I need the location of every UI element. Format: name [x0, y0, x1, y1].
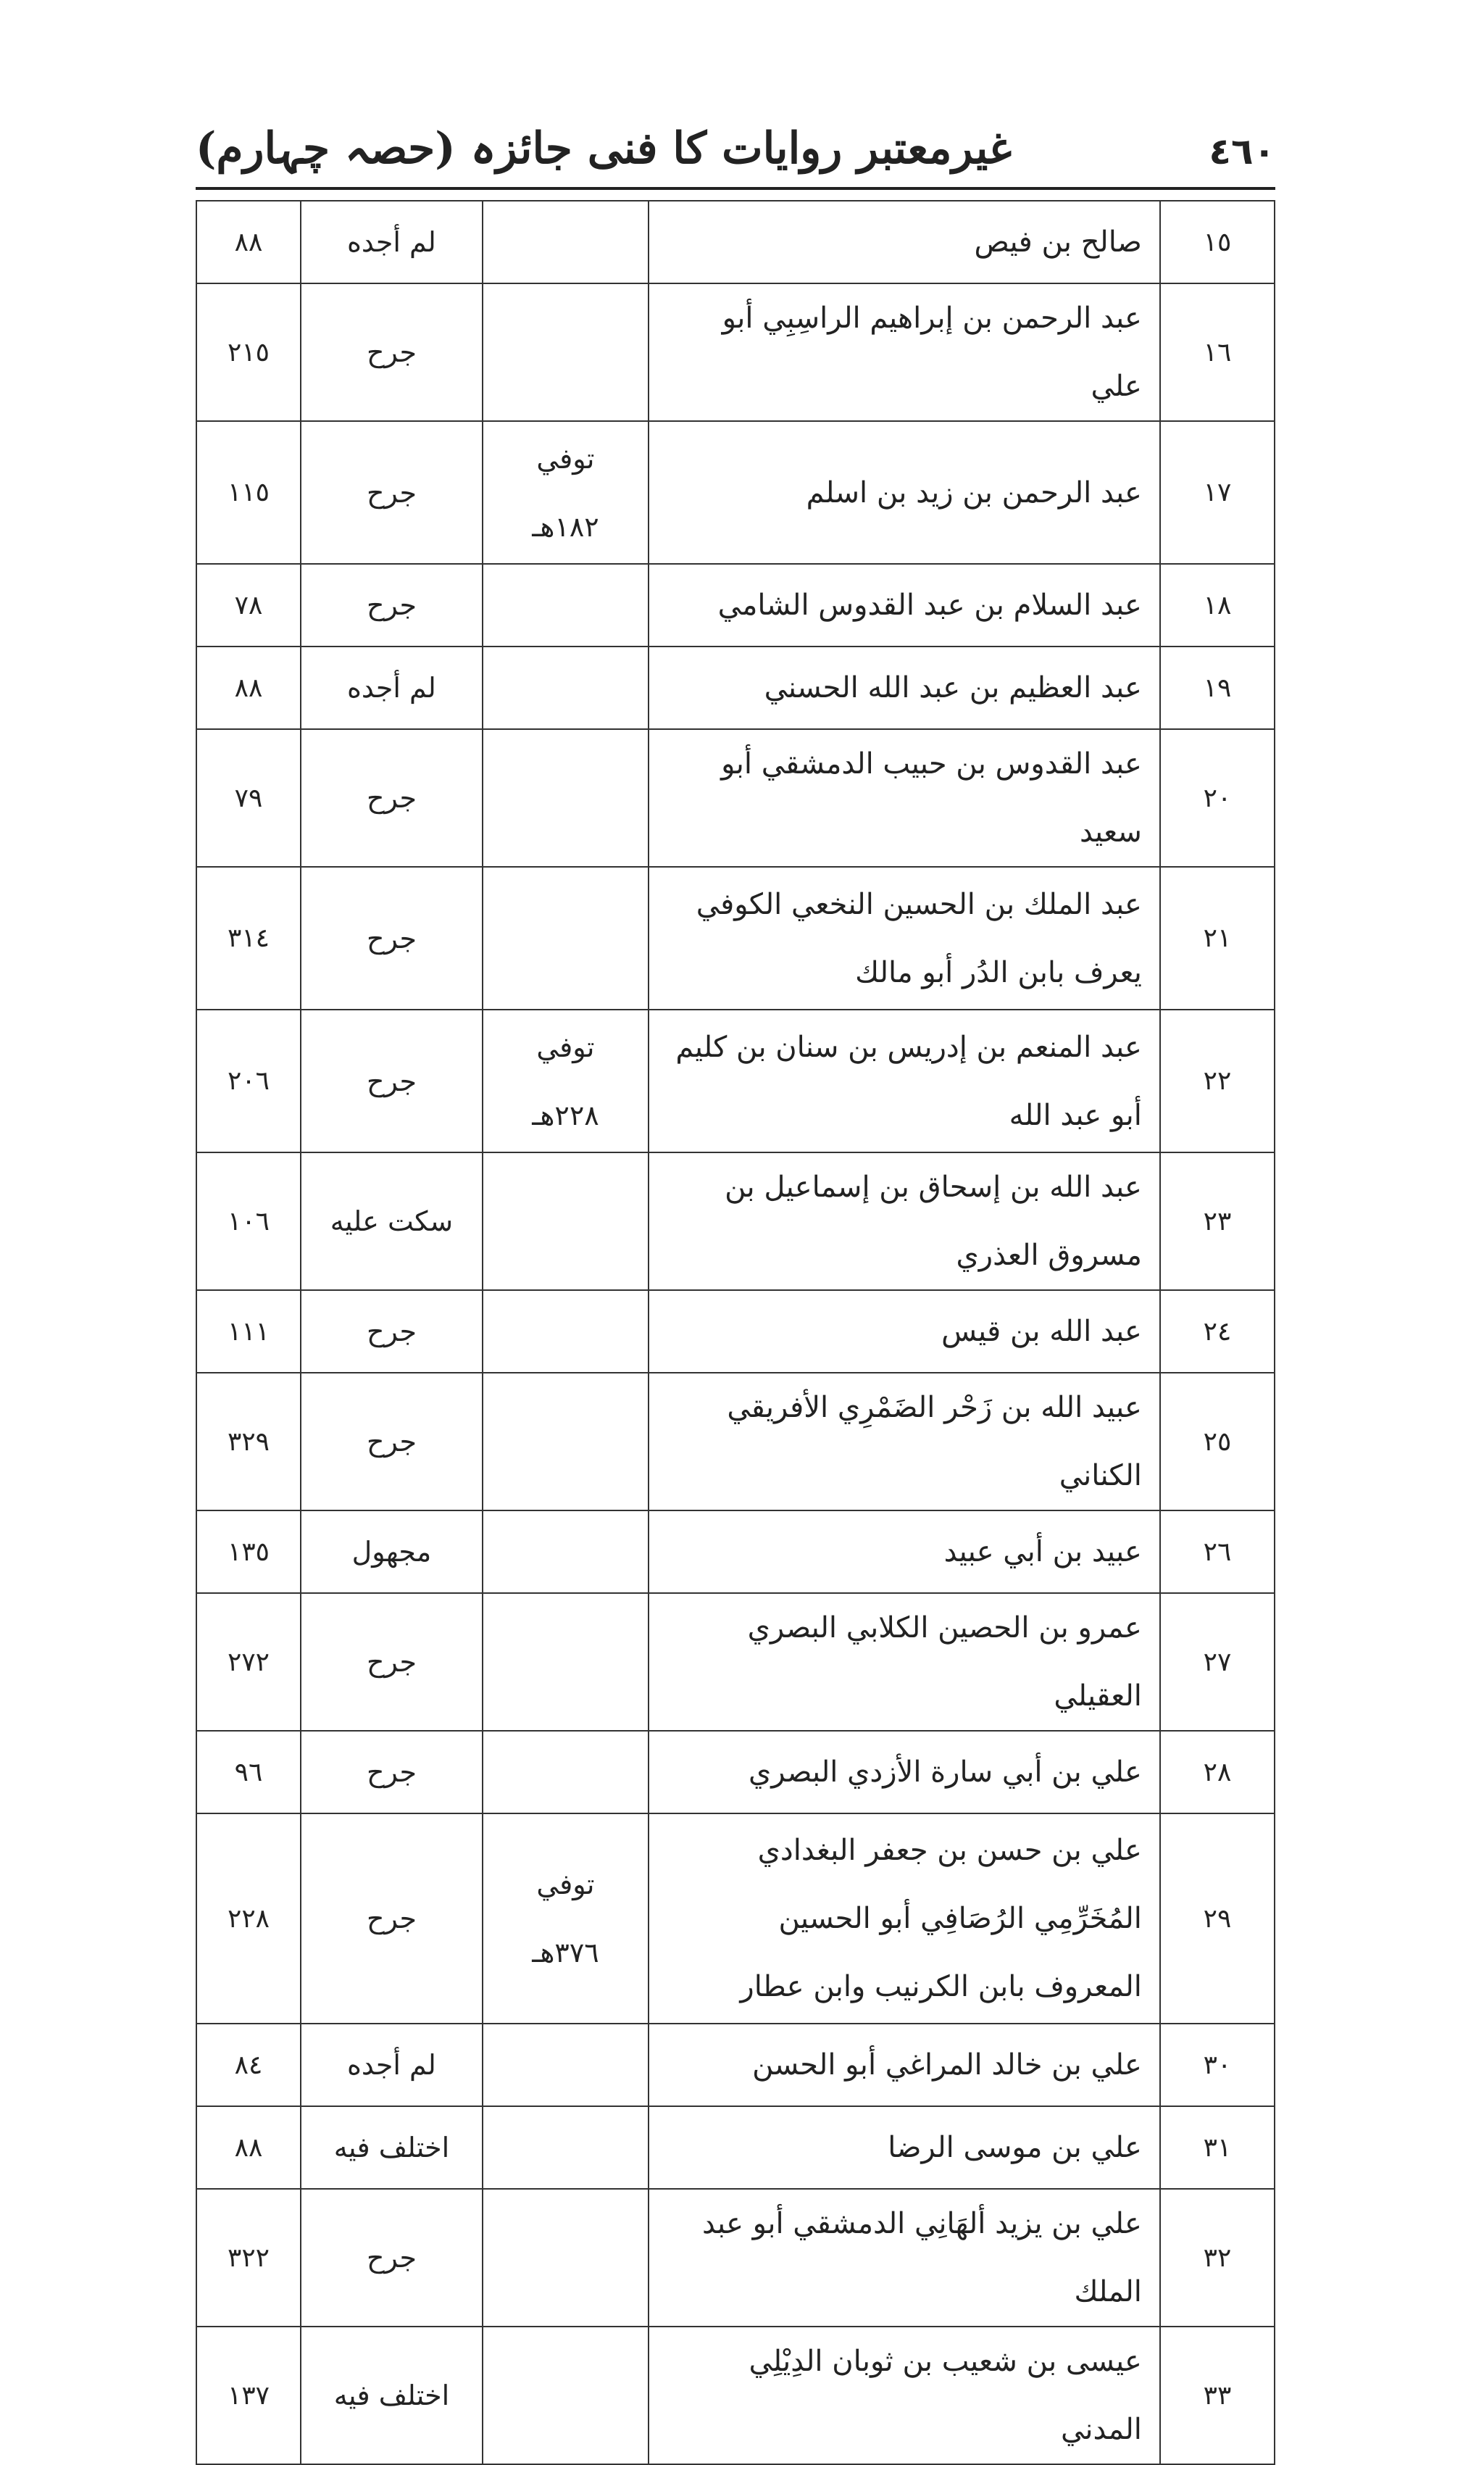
- verdict: اختلف فيه: [301, 2327, 483, 2464]
- reference-number: ٨٨: [196, 201, 301, 283]
- death-note: توفي ١٨٢هـ: [483, 421, 649, 564]
- death-note: [483, 2327, 649, 2464]
- reference-number: ٣٢٢: [196, 2189, 301, 2327]
- narrator-name: عبد القدوس بن حبيب الدمشقي أبو سعيد: [649, 729, 1160, 867]
- narrator-name: عبد العظيم بن عبد الله الحسني: [649, 647, 1160, 729]
- table-row: [196, 2189, 1275, 2327]
- narrator-name: عبيد بن أبي عبيد: [649, 1510, 1160, 1593]
- verdict: جرح: [301, 729, 483, 867]
- row-number: ٣١: [1160, 2106, 1275, 2189]
- table-row: [196, 1510, 1275, 1593]
- row-number: ٢٣: [1160, 1152, 1275, 1290]
- row-number: ٢٤: [1160, 1290, 1275, 1373]
- verdict: جرح: [301, 564, 483, 647]
- verdict: جرح: [301, 1010, 483, 1152]
- reference-number: ٢٧٢: [196, 1593, 301, 1731]
- death-note: [483, 1373, 649, 1510]
- row-number: ٣٠: [1160, 2024, 1275, 2106]
- row-number: ٢٧: [1160, 1593, 1275, 1731]
- reference-number: ٢٠٦: [196, 1010, 301, 1152]
- verdict: لم أجده: [301, 201, 483, 283]
- reference-number: ١١٥: [196, 421, 301, 564]
- narrator-name: علي بن أبي سارة الأزدي البصري: [649, 1731, 1160, 1813]
- book-title: غیرمعتبر روایات کا فنی جائزہ (حصہ چہارم): [196, 123, 1012, 174]
- reference-number: ٢٢٨: [196, 1813, 301, 2024]
- death-note: [483, 867, 649, 1010]
- table-row: [196, 2106, 1275, 2189]
- table-row: [196, 1593, 1275, 1731]
- reference-number: ٣١٤: [196, 867, 301, 1010]
- row-number: ١٨: [1160, 564, 1275, 647]
- table-row: [196, 867, 1275, 1010]
- narrator-name: عيسى بن شعيب بن ثوبان الدِيْلِي المدني: [649, 2327, 1160, 2464]
- narrator-name: عبيد الله بن زَحْر الضَمْرِي الأفريقي الكناني: [649, 1373, 1160, 1510]
- reference-number: ١١١: [196, 1290, 301, 1373]
- table-row: [196, 201, 1275, 283]
- narrator-name: عبد السلام بن عبد القدوس الشامي: [649, 564, 1160, 647]
- table-row: [196, 283, 1275, 421]
- reference-number: ٨٤: [196, 2024, 301, 2106]
- reference-number: ٨٨: [196, 2106, 301, 2189]
- row-number: ٢٩: [1160, 1813, 1275, 2024]
- reference-number: ١٣٥: [196, 1510, 301, 1593]
- reference-number: ١٣٧: [196, 2327, 301, 2464]
- narrator-name: صالح بن فيص: [649, 201, 1160, 283]
- verdict: سكت عليه: [301, 1152, 483, 1290]
- narrator-name: علي بن خالد المراغي أبو الحسن: [649, 2024, 1160, 2106]
- row-number: ٢٥: [1160, 1373, 1275, 1510]
- death-note: [483, 283, 649, 421]
- reference-number: ٣٢٩: [196, 1373, 301, 1510]
- table-row: [196, 1813, 1275, 2024]
- table-row: [196, 647, 1275, 729]
- header-rule: [196, 187, 1275, 190]
- death-note: [483, 729, 649, 867]
- narrator-name: علي بن حسن بن جعفر البغدادي المُخَرِّمِي الرُصَافِي أبو الحسين المعروف بابن الكرنيب وابن عطار: [649, 1813, 1160, 2024]
- page-number: ٤٦٠: [1209, 130, 1275, 172]
- page-header: [196, 123, 1275, 181]
- table-row: [196, 564, 1275, 647]
- verdict: مجهول: [301, 1510, 483, 1593]
- verdict: جرح: [301, 1813, 483, 2024]
- verdict: جرح: [301, 1290, 483, 1373]
- narrator-name: علي بن يزيد ألهَانِي الدمشقي أبو عبد الملك: [649, 2189, 1160, 2327]
- verdict: لم أجده: [301, 2024, 483, 2106]
- reference-number: ٩٦: [196, 1731, 301, 1813]
- verdict: جرح: [301, 421, 483, 564]
- reference-number: ٢١٥: [196, 283, 301, 421]
- death-note: [483, 2189, 649, 2327]
- verdict: جرح: [301, 1373, 483, 1510]
- death-note: توفي ٢٢٨هـ: [483, 1010, 649, 1152]
- death-note: [483, 2024, 649, 2106]
- row-number: ١٥: [1160, 201, 1275, 283]
- table-row: [196, 729, 1275, 867]
- death-note: [483, 201, 649, 283]
- narrator-name: عبد المنعم بن إدريس بن سنان بن كليم أبو عبد الله: [649, 1010, 1160, 1152]
- narrator-name: عبد الله بن قيس: [649, 1290, 1160, 1373]
- row-number: ١٩: [1160, 647, 1275, 729]
- narrator-name: عبد الرحمن بن زيد بن اسلم: [649, 421, 1160, 564]
- narrator-name: عبد الملك بن الحسين النخعي الكوفي يعرف بابن الدُر أبو مالك: [649, 867, 1160, 1010]
- row-number: ٣٣: [1160, 2327, 1275, 2464]
- verdict: لم أجده: [301, 647, 483, 729]
- verdict: جرح: [301, 283, 483, 421]
- death-note: [483, 1152, 649, 1290]
- row-number: ٢١: [1160, 867, 1275, 1010]
- table-row: [196, 421, 1275, 564]
- table-row: [196, 2327, 1275, 2464]
- table-row: [196, 2024, 1275, 2106]
- row-number: ٣٢: [1160, 2189, 1275, 2327]
- narrator-name: عمرو بن الحصين الكلابي البصري العقيلي: [649, 1593, 1160, 1731]
- row-number: ٢٠: [1160, 729, 1275, 867]
- table-row: [196, 1010, 1275, 1152]
- narrators-table: [196, 200, 1275, 2465]
- verdict: جرح: [301, 1731, 483, 1813]
- row-number: ٢٢: [1160, 1010, 1275, 1152]
- death-note: [483, 1593, 649, 1731]
- table-row: [196, 1731, 1275, 1813]
- row-number: ٢٨: [1160, 1731, 1275, 1813]
- death-note: توفي ٣٧٦هـ: [483, 1813, 649, 2024]
- row-number: ٢٦: [1160, 1510, 1275, 1593]
- table-row: [196, 1373, 1275, 1510]
- reference-number: ٧٩: [196, 729, 301, 867]
- table-row: [196, 1290, 1275, 1373]
- row-number: ١٦: [1160, 283, 1275, 421]
- table-row: [196, 1152, 1275, 1290]
- death-note: [483, 1731, 649, 1813]
- death-note: [483, 1290, 649, 1373]
- narrator-name: علي بن موسى الرضا: [649, 2106, 1160, 2189]
- verdict: جرح: [301, 1593, 483, 1731]
- death-note: [483, 2106, 649, 2189]
- reference-number: ٨٨: [196, 647, 301, 729]
- verdict: جرح: [301, 2189, 483, 2327]
- reference-number: ٧٨: [196, 564, 301, 647]
- verdict: اختلف فيه: [301, 2106, 483, 2189]
- reference-number: ١٠٦: [196, 1152, 301, 1290]
- death-note: [483, 647, 649, 729]
- row-number: ١٧: [1160, 421, 1275, 564]
- death-note: [483, 564, 649, 647]
- narrator-name: عبد الله بن إسحاق بن إسماعيل بن مسروق العذري: [649, 1152, 1160, 1290]
- narrator-name: عبد الرحمن بن إبراهيم الراسِبِي أبو علي: [649, 283, 1160, 421]
- death-note: [483, 1510, 649, 1593]
- verdict: جرح: [301, 867, 483, 1010]
